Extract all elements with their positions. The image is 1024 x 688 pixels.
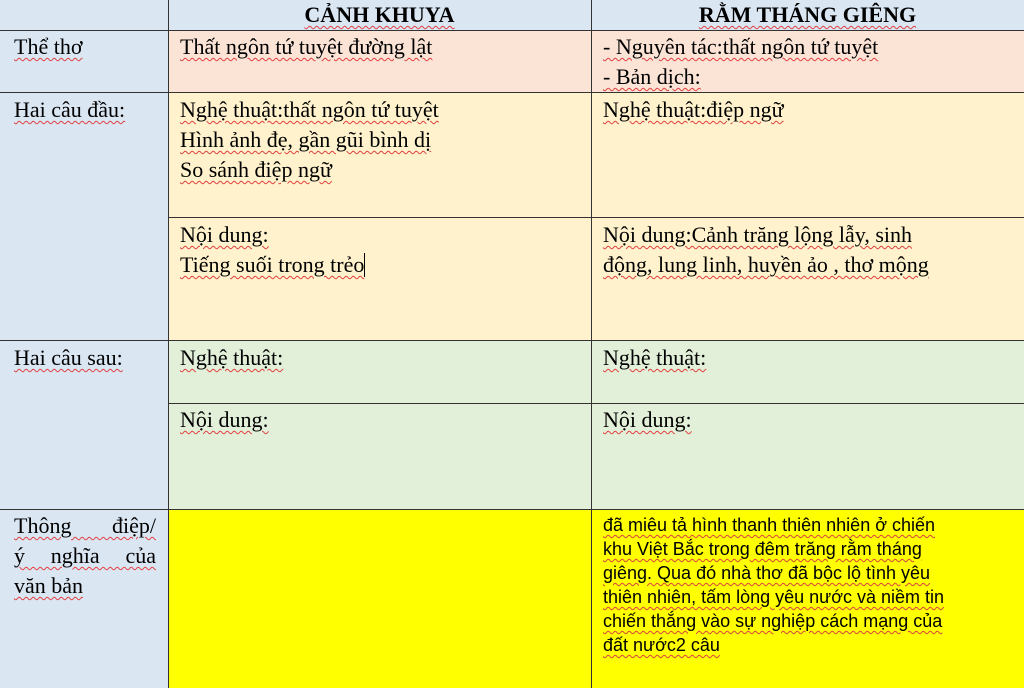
hai-cau-dau-nghe-thuat-ram-thang-gieng: Nghệ thuật:điệp ngữ [591,92,1024,217]
grid-line [168,217,1024,218]
thong-diep-canh-khuya [168,509,591,688]
grid-line [591,0,592,688]
header-corner-cell [0,0,168,30]
hai-cau-sau-nghe-thuat-canh-khuya: Nghệ thuật: [168,340,591,403]
header-canh-khuya [168,0,591,30]
hai-cau-sau-noi-dung-ram-thang-gieng: Nội dung: [591,403,1024,509]
grid-line [0,92,1024,93]
text-caret [364,253,365,277]
grid-line [168,0,169,688]
grid-line [0,340,1024,341]
grid-line [0,509,1024,510]
header-ram-thang-gieng [591,0,1024,30]
the-tho-ram-thang-gieng: - Nguyên tác:thất ngôn tứ tuyệt - Bản dịch: [591,30,1024,92]
label-the-tho: Thể thơ [0,30,168,92]
hai-cau-dau-noi-dung-ram-thang-gieng: Nội dung:Cảnh trăng lộng lẫy, sinh động, lung linh, huyền ảo , thơ mộng [591,217,1024,340]
hai-cau-sau-noi-dung-canh-khuya: Nội dung: [168,403,591,509]
label-hai-cau-sau: Hai câu sau: [0,340,168,509]
header-col1-text: CẢNH KHUYA [304,2,455,27]
grid-line [168,403,1024,404]
thong-diep-ram-thang-gieng: đã miêu tả hình thanh thiên nhiên ở chiến khu Việt Bắc trong đêm trăng rằm tháng giêng. Qua đó nhà thơ đã bộc lộ tình yêu thiên nhiên, tấm lòng yêu nước và niềm tin chiến thắng vào sự nghiệp cách mạng của đất nước2 câu [591,509,1024,688]
label-hai-cau-dau: Hai câu đầu: [0,92,168,340]
the-tho-canh-khuya: Thất ngôn tứ tuyệt đường lật [168,30,591,92]
hai-cau-dau-nghe-thuat-canh-khuya: Nghệ thuật:thất ngôn tứ tuyệt Hình ảnh đẹ, gần gũi bình dị So sánh điệp ngữ [168,92,591,217]
label-thong-diep: Thông điệp/ ý nghĩa của văn bản [0,509,168,688]
hai-cau-sau-nghe-thuat-ram-thang-gieng: Nghệ thuật: [591,340,1024,403]
hai-cau-dau-noi-dung-canh-khuya: Nội dung: Tiếng suối trong trẻo [168,217,591,340]
grid-line [0,30,1024,31]
header-col2-text: RẰM THÁNG GIÊNG [698,2,917,27]
